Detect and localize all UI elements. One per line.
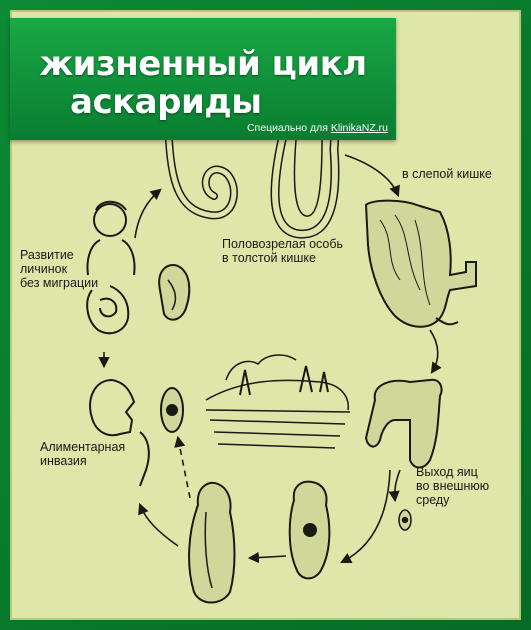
title-line-1: жизненный цикл — [39, 44, 367, 84]
label-cecum: в слепой кишке — [402, 167, 492, 181]
title-line-2: аскариды — [70, 82, 262, 122]
label-alimentary-invasion: Алиментарная инвазия — [40, 440, 126, 468]
colon-drawing — [366, 380, 442, 468]
credit-prefix: Специально для — [246, 122, 328, 134]
egg-drawing-right — [399, 510, 411, 530]
landscape-drawing — [206, 355, 350, 448]
credit-text — [247, 122, 388, 134]
adult-head-drawing — [90, 380, 149, 486]
cecum-drawing — [366, 201, 476, 327]
label-larva-development: Развитие личинок без миграции — [20, 248, 99, 290]
credit-link[interactable]: KlinikaNZ.ru — [330, 122, 388, 134]
title-banner — [10, 18, 396, 140]
egg-drawing-ingested — [161, 388, 183, 432]
label-adult-worm: Половозрелая особь в толстой кишке — [222, 237, 344, 265]
egg-drawing-bottom-right — [290, 482, 330, 579]
egg-drawing-larva — [159, 265, 189, 320]
egg-drawing-bottom-left — [189, 483, 234, 603]
label-egg-release: Выход яиц во внешнюю среду — [416, 465, 490, 507]
